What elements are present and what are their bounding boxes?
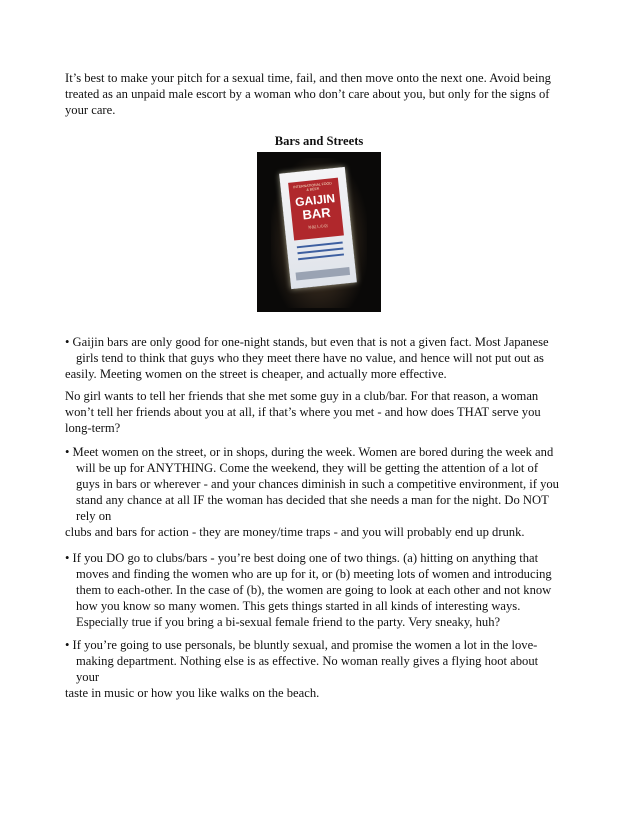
text-line: It’s best to make your pitch for a sexual time, fail, and then move onto the next one. Avoid being (65, 71, 551, 85)
text-line: • If you’re going to use personals, be bluntly sexual, and promise the women a lot in the love- (65, 638, 538, 652)
text-line: • Meet women on the street, or in shops, during the week. Women are bored during the week and (65, 445, 554, 459)
text-line: taste in music or how you like walks on the beach. (65, 686, 320, 700)
text-line: long-term? (65, 421, 121, 435)
text-line: your care. (65, 103, 116, 117)
text-line: treated as an unpaid male escort by a woman who don’t care about you, but only for the signs of (65, 87, 550, 101)
text-line: rely on (76, 509, 112, 523)
sign-detail-stripe (298, 253, 344, 260)
text-line: • Gaijin bars are only good for one-night stands, but even that is not a given fact. Most Japanese (65, 335, 549, 349)
text-line: girls tend to think that guys who they meet there have no value, and hence will not put out as (76, 351, 544, 365)
text-line: clubs and bars for action - they are money/time traps - and you will probably end up drunk. (65, 525, 525, 539)
text-line: • If you DO go to clubs/bars - you’re best doing one of two things. (a) hitting on anything that (65, 551, 539, 565)
text-line: guys in bars or wherever - and your chances diminish in such a competitive environment, if you (76, 477, 559, 491)
text-line: how you know so many women. This gets things started in all kinds of interesting ways. (76, 599, 521, 613)
text-line: moves and finding the women who are up for it, or (b) meeting lots of women and introducing (76, 567, 552, 581)
text-line: making department. Nothing else is as effective. No woman really gives a flying hoot about (76, 654, 539, 668)
text-line: won’t tell her friends about you at all, if that’s where you met - and how does THAT serve you (65, 405, 541, 419)
text-line: will be up for ANYTHING. Come the weekend, they will be getting the attention of a lot of (76, 461, 539, 475)
sign-small-text: INTERNATIONAL FOOD & BEER (293, 181, 332, 192)
sign-title-line-1: GAIJIN (294, 191, 336, 210)
sign-title-line-2: BAR (301, 204, 332, 223)
sign-base (296, 267, 351, 281)
bar-sign (279, 167, 357, 289)
text-line: them to each-other. In the case of (b), the women are going to look at each other and not know (76, 583, 552, 597)
text-line: stand any chance at all IF the woman has decided that she needs a man for the night. Do NOT (76, 493, 549, 507)
text-line: easily. Meeting women on the street is cheaper, and actually more effective. (65, 367, 447, 381)
text-line: No girl wants to tell her friends that she met some guy in a club/bar. For that reason, a woman (65, 389, 539, 403)
text-line: Especially true if you bring a bi-sexual female friend to the party. Very sneaky, huh? (76, 615, 501, 629)
sign-japanese-text: 外国人の店 (307, 222, 329, 231)
text-line: your (76, 670, 100, 684)
section-heading: Bars and Streets (274, 134, 364, 148)
gaijin-bar-photo (257, 152, 381, 312)
